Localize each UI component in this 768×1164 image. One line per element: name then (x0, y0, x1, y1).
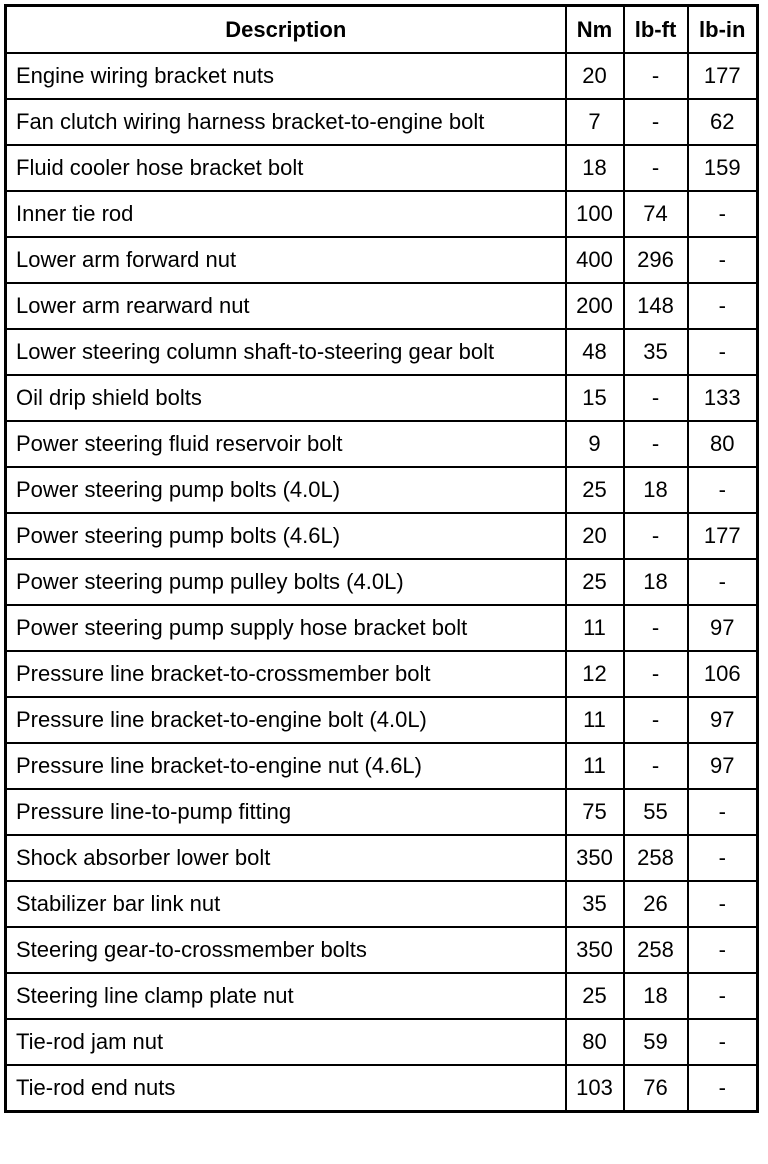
cell-description: Pressure line bracket-to-crossmember bolt (6, 651, 566, 697)
cell-nm: 75 (566, 789, 624, 835)
table-row (6, 559, 758, 605)
table-row (6, 1019, 758, 1065)
cell-lb-in: - (688, 1065, 758, 1112)
header-lb-in: lb-in (688, 6, 758, 54)
cell-lb-in: - (688, 467, 758, 513)
table-row (6, 927, 758, 973)
cell-lb-ft: 76 (624, 1065, 688, 1112)
cell-lb-in: - (688, 237, 758, 283)
cell-nm: 11 (566, 697, 624, 743)
table-row (6, 881, 758, 927)
cell-description: Pressure line bracket-to-engine nut (4.6L) (6, 743, 566, 789)
cell-nm: 12 (566, 651, 624, 697)
cell-nm: 100 (566, 191, 624, 237)
cell-nm: 25 (566, 559, 624, 605)
cell-lb-ft: 35 (624, 329, 688, 375)
cell-description: Power steering pump pulley bolts (4.0L) (6, 559, 566, 605)
cell-description: Pressure line bracket-to-engine bolt (4.0L) (6, 697, 566, 743)
table-body (6, 53, 758, 1112)
cell-lb-ft: - (624, 605, 688, 651)
cell-description: Tie-rod end nuts (6, 1065, 566, 1112)
cell-lb-in: - (688, 973, 758, 1019)
cell-nm: 350 (566, 927, 624, 973)
table-row (6, 283, 758, 329)
cell-description: Power steering pump bolts (4.0L) (6, 467, 566, 513)
cell-lb-ft: 59 (624, 1019, 688, 1065)
cell-description: Lower steering column shaft-to-steering gear bolt (6, 329, 566, 375)
cell-lb-ft: - (624, 375, 688, 421)
cell-nm: 18 (566, 145, 624, 191)
table-row (6, 421, 758, 467)
cell-nm: 15 (566, 375, 624, 421)
cell-description: Oil drip shield bolts (6, 375, 566, 421)
cell-description: Power steering pump bolts (4.6L) (6, 513, 566, 559)
table-row (6, 743, 758, 789)
table-row (6, 467, 758, 513)
cell-lb-in: - (688, 927, 758, 973)
cell-nm: 11 (566, 743, 624, 789)
cell-description: Pressure line-to-pump fitting (6, 789, 566, 835)
table-row (6, 835, 758, 881)
table-row (6, 329, 758, 375)
table-row (6, 651, 758, 697)
torque-specification-table (4, 4, 759, 1113)
header-lb-ft: lb-ft (624, 6, 688, 54)
cell-lb-in: - (688, 559, 758, 605)
cell-lb-in: - (688, 1019, 758, 1065)
cell-lb-ft: 258 (624, 835, 688, 881)
table-row (6, 99, 758, 145)
cell-nm: 25 (566, 467, 624, 513)
cell-description: Steering gear-to-crossmember bolts (6, 927, 566, 973)
table-row (6, 789, 758, 835)
cell-nm: 7 (566, 99, 624, 145)
cell-nm: 48 (566, 329, 624, 375)
cell-description: Steering line clamp plate nut (6, 973, 566, 1019)
cell-description: Fluid cooler hose bracket bolt (6, 145, 566, 191)
table-row (6, 513, 758, 559)
cell-lb-in: 133 (688, 375, 758, 421)
cell-lb-ft: - (624, 99, 688, 145)
cell-lb-ft: 258 (624, 927, 688, 973)
cell-nm: 103 (566, 1065, 624, 1112)
header-description: Description (6, 6, 566, 54)
cell-description: Shock absorber lower bolt (6, 835, 566, 881)
cell-description: Inner tie rod (6, 191, 566, 237)
cell-lb-ft: - (624, 421, 688, 467)
header-nm: Nm (566, 6, 624, 54)
cell-lb-in: 177 (688, 53, 758, 99)
table-row (6, 191, 758, 237)
cell-lb-in: - (688, 283, 758, 329)
cell-description: Fan clutch wiring harness bracket-to-engine bolt (6, 99, 566, 145)
cell-lb-in: 159 (688, 145, 758, 191)
cell-description: Stabilizer bar link nut (6, 881, 566, 927)
cell-lb-in: - (688, 329, 758, 375)
cell-lb-in: - (688, 789, 758, 835)
cell-nm: 20 (566, 53, 624, 99)
cell-lb-in: 62 (688, 99, 758, 145)
cell-description: Lower arm rearward nut (6, 283, 566, 329)
cell-lb-in: 97 (688, 743, 758, 789)
cell-nm: 350 (566, 835, 624, 881)
table-row (6, 53, 758, 99)
cell-lb-ft: 18 (624, 973, 688, 1019)
cell-lb-in: 106 (688, 651, 758, 697)
cell-lb-in: 97 (688, 697, 758, 743)
cell-description: Lower arm forward nut (6, 237, 566, 283)
table-row (6, 145, 758, 191)
cell-lb-ft: 55 (624, 789, 688, 835)
cell-lb-ft: 148 (624, 283, 688, 329)
cell-lb-ft: - (624, 513, 688, 559)
cell-description: Power steering fluid reservoir bolt (6, 421, 566, 467)
cell-nm: 35 (566, 881, 624, 927)
cell-nm: 11 (566, 605, 624, 651)
cell-lb-ft: 296 (624, 237, 688, 283)
cell-lb-ft: - (624, 145, 688, 191)
table-row (6, 697, 758, 743)
cell-lb-ft: - (624, 697, 688, 743)
table-row (6, 605, 758, 651)
cell-lb-ft: 18 (624, 467, 688, 513)
cell-lb-in: 80 (688, 421, 758, 467)
cell-nm: 20 (566, 513, 624, 559)
cell-lb-ft: - (624, 743, 688, 789)
cell-lb-in: - (688, 881, 758, 927)
cell-lb-ft: 74 (624, 191, 688, 237)
cell-description: Engine wiring bracket nuts (6, 53, 566, 99)
table-row (6, 1065, 758, 1112)
cell-description: Power steering pump supply hose bracket bolt (6, 605, 566, 651)
cell-nm: 200 (566, 283, 624, 329)
cell-lb-ft: - (624, 651, 688, 697)
cell-nm: 400 (566, 237, 624, 283)
cell-lb-ft: - (624, 53, 688, 99)
header-row (6, 6, 758, 54)
cell-description: Tie-rod jam nut (6, 1019, 566, 1065)
cell-nm: 9 (566, 421, 624, 467)
cell-lb-ft: 18 (624, 559, 688, 605)
cell-nm: 80 (566, 1019, 624, 1065)
cell-lb-ft: 26 (624, 881, 688, 927)
cell-lb-in: 97 (688, 605, 758, 651)
cell-lb-in: - (688, 191, 758, 237)
cell-lb-in: - (688, 835, 758, 881)
table-row (6, 973, 758, 1019)
cell-lb-in: 177 (688, 513, 758, 559)
table-row (6, 237, 758, 283)
table-header (6, 6, 758, 54)
table-row (6, 375, 758, 421)
cell-nm: 25 (566, 973, 624, 1019)
